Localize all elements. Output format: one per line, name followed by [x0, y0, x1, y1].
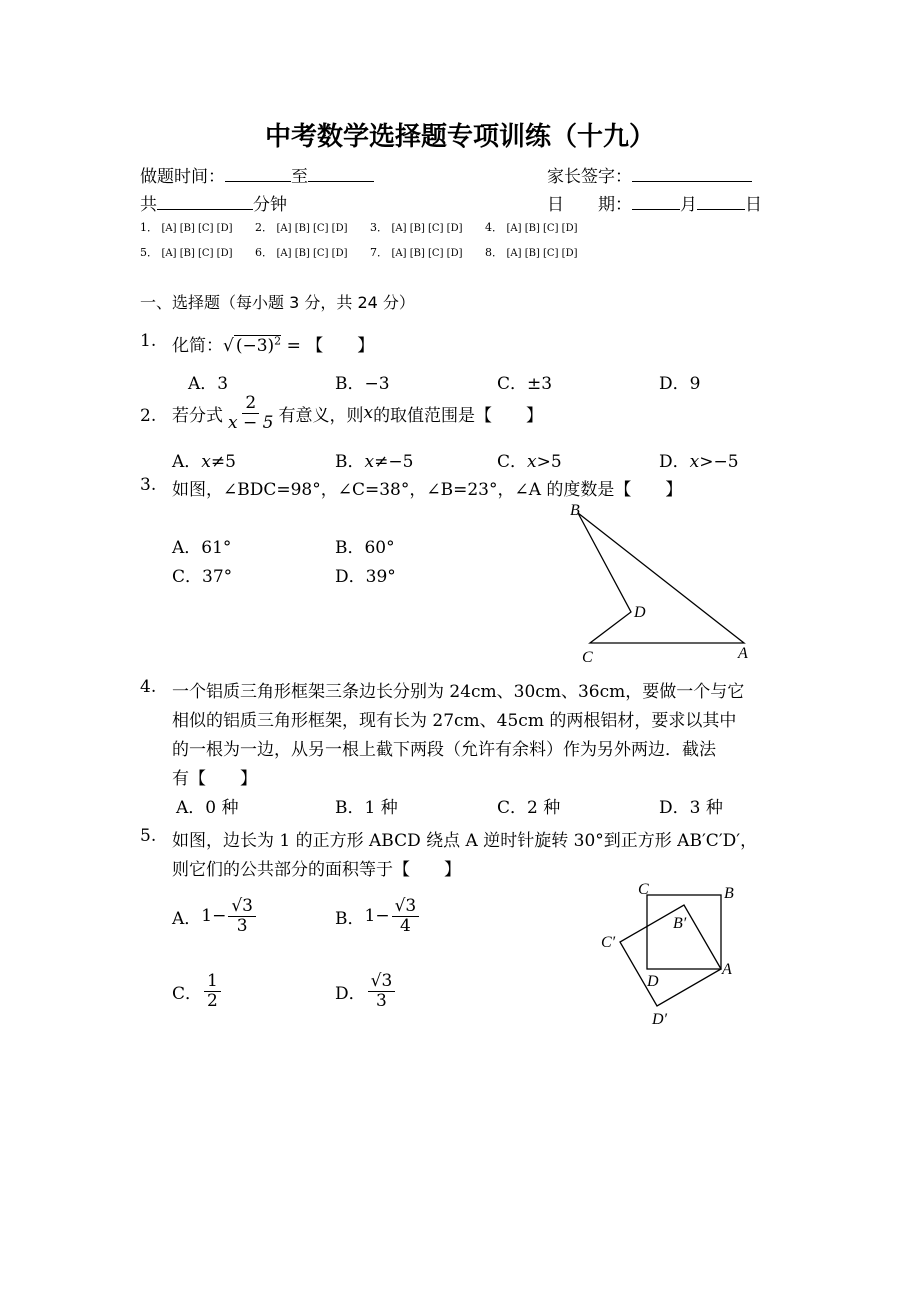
label-d: D [647, 973, 659, 990]
stem-text: 的取值范围是【 】 [373, 405, 544, 426]
option-b[interactable] [335, 447, 413, 472]
fraction [204, 972, 221, 1010]
stem-text: 有意义，则 [278, 405, 364, 426]
time-label: 做题时间： [140, 167, 225, 187]
option-b[interactable] [335, 897, 421, 935]
stem-text: 若分式 [172, 405, 223, 426]
answer-sheet-item[interactable] [370, 244, 463, 260]
radicand [234, 335, 281, 356]
option-letter: A． [172, 452, 202, 472]
answer-num: 1． [140, 221, 158, 234]
fraction-denominator: 2 [207, 990, 218, 1011]
option-d[interactable]: D．39° [335, 567, 396, 587]
question-stem [172, 331, 374, 356]
variable: x [527, 452, 537, 472]
fraction [368, 972, 396, 1010]
answer-sheet-item[interactable] [485, 244, 578, 260]
question-line: 的一根为一边，从另一根上截下两段（允许有余料）作为另外两边．截法 [172, 740, 716, 760]
fraction-numerator: √3 [228, 897, 256, 917]
fraction [228, 897, 256, 935]
option-c[interactable]: C．±3 [497, 374, 553, 394]
question-line: 则它们的公共部分的面积等于【 】 [172, 860, 461, 880]
answer-num: 2． [255, 221, 273, 234]
variable: x [363, 403, 374, 424]
question-line: 如图，边长为 1 的正方形 ABCD 绕点 A 逆时针旋转 30°到正方形 AB′C′D′， [172, 831, 758, 851]
option-b[interactable]: B．60° [335, 538, 395, 558]
stem-text: = 【 】 [281, 336, 375, 356]
answer-options[interactable]: [A] [B] [C] [D] [276, 248, 348, 259]
option-a[interactable] [172, 897, 258, 935]
option-c[interactable]: C．37° [172, 567, 233, 587]
fraction [225, 394, 276, 432]
fraction-denominator: x − 5 [228, 412, 274, 433]
answer-options[interactable]: [A] [B] [C] [D] [161, 223, 233, 234]
page-title: 中考数学选择题专项训练（十九） [264, 122, 655, 152]
label-a: A [738, 645, 748, 662]
total-row [140, 190, 287, 215]
fraction-numerator: 1 [204, 972, 221, 992]
figure-outline [578, 513, 744, 643]
date-label: 日 期： [547, 195, 632, 215]
month-label: 月 [680, 195, 697, 215]
section-title: 一、选择题（每小题 3 分，共 24 分） [140, 293, 415, 312]
option-d[interactable]: D．9 [659, 374, 701, 394]
label-a: A [722, 961, 732, 978]
option-letter: C． [172, 983, 203, 1004]
question-number: 3. [140, 475, 157, 495]
to-label: 至 [291, 167, 308, 187]
answer-options[interactable]: [A] [B] [C] [D] [506, 248, 578, 259]
fraction-denominator: 4 [399, 915, 411, 936]
question-line: 一个铝质三角形框架三条边长分别为 24cm、30cm、36cm，要做一个与它 [172, 682, 745, 702]
answer-sheet-item[interactable] [140, 219, 233, 235]
variable: x [201, 452, 211, 472]
option-b[interactable]: B．−3 [335, 374, 390, 394]
label-d-prime: D′ [652, 1011, 668, 1028]
parent-sign-field[interactable] [632, 165, 752, 182]
option-c[interactable] [497, 447, 562, 472]
answer-options[interactable]: [A] [B] [C] [D] [391, 223, 463, 234]
option-d[interactable] [659, 447, 739, 472]
label-d: D [634, 604, 646, 621]
label-c: C [582, 649, 593, 666]
label-b-prime: B′ [673, 915, 687, 932]
option-prefix: 1− [364, 906, 390, 927]
triangle-figure [560, 498, 770, 670]
day-field[interactable] [697, 193, 745, 210]
question-number: 4. [140, 677, 157, 697]
stem-text: 化简： [172, 336, 223, 356]
square-ab-prime [620, 905, 721, 1006]
option-a[interactable] [172, 447, 236, 472]
option-d[interactable]: D．3 种 [659, 798, 723, 818]
fraction-numerator: 2 [242, 394, 259, 414]
option-letter: D． [335, 983, 366, 1004]
answer-sheet-item[interactable] [370, 219, 463, 235]
option-text: >5 [536, 452, 562, 472]
answer-sheet-item[interactable] [255, 244, 348, 260]
answer-options[interactable]: [A] [B] [C] [D] [506, 223, 578, 234]
total-minutes-field[interactable] [157, 193, 253, 210]
question-stem: 如图，∠BDC=98°，∠C=38°，∠B=23°，∠A 的度数是【 】 [172, 480, 683, 500]
option-text: ≠5 [210, 452, 236, 472]
answer-options[interactable]: [A] [B] [C] [D] [276, 223, 348, 234]
start-time-field[interactable] [225, 165, 291, 182]
option-text: ≠−5 [374, 452, 414, 472]
option-letter: B． [335, 908, 365, 929]
time-row [140, 162, 374, 187]
fraction [392, 897, 420, 935]
end-time-field[interactable] [308, 165, 374, 182]
answer-num: 4． [485, 221, 503, 234]
question-stem [172, 394, 543, 432]
option-prefix: 1− [201, 906, 227, 927]
question-number: 2. [140, 406, 157, 426]
parent-sign-label: 家长签字： [547, 167, 632, 187]
day-label: 日 [745, 195, 762, 215]
exponent: 2 [274, 334, 282, 348]
option-c[interactable]: C．2 种 [497, 798, 561, 818]
answer-sheet-item[interactable] [255, 219, 348, 235]
answer-num: 7． [370, 246, 388, 259]
variable: x [364, 452, 375, 472]
option-letter: C． [497, 452, 528, 472]
option-a[interactable]: A．0 种 [176, 798, 239, 818]
fraction-denominator: 3 [376, 990, 387, 1011]
question-number: 1. [140, 331, 157, 351]
label-c-prime: C′ [601, 934, 616, 951]
option-c[interactable] [172, 972, 223, 1010]
label-b: B [724, 885, 734, 902]
variable: x [689, 452, 700, 472]
date-row [547, 190, 762, 215]
option-letter: D． [659, 452, 690, 472]
square-rotation-figure [595, 876, 755, 1031]
month-field[interactable] [632, 193, 680, 210]
answer-num: 3． [370, 221, 388, 234]
answer-num: 6． [255, 246, 273, 259]
option-letter: B． [335, 452, 365, 472]
answer-num: 5． [140, 246, 158, 259]
option-d[interactable] [335, 972, 397, 1010]
option-text: >−5 [699, 452, 739, 472]
option-b[interactable]: B．1 种 [335, 798, 398, 818]
question-line: 相似的铝质三角形框架，现有长为 27cm、45cm 的两根铝材，要求以其中 [172, 711, 737, 731]
minutes-label: 分钟 [253, 195, 287, 215]
option-letter: A． [172, 908, 202, 929]
answer-num: 8． [485, 246, 503, 259]
sqrt-symbol: √ [223, 336, 234, 356]
answer-options[interactable]: [A] [B] [C] [D] [391, 248, 463, 259]
question-line: 有【 】 [172, 769, 257, 789]
answer-sheet-item[interactable] [485, 219, 578, 235]
fraction-numerator: √3 [392, 897, 420, 917]
fraction-numerator: √3 [368, 972, 396, 992]
answer-sheet-item[interactable] [140, 244, 233, 260]
label-c: C [638, 881, 649, 898]
total-label: 共 [140, 195, 157, 215]
radicand-text: (−3) [235, 336, 275, 356]
fraction-denominator: 3 [236, 915, 248, 936]
label-b: B [570, 502, 580, 519]
option-a[interactable]: A．61° [172, 538, 232, 558]
answer-options[interactable]: [A] [B] [C] [D] [161, 248, 233, 259]
question-number: 5. [140, 826, 157, 846]
option-a[interactable]: A．3 [188, 374, 229, 394]
parent-sign-row [547, 162, 752, 187]
